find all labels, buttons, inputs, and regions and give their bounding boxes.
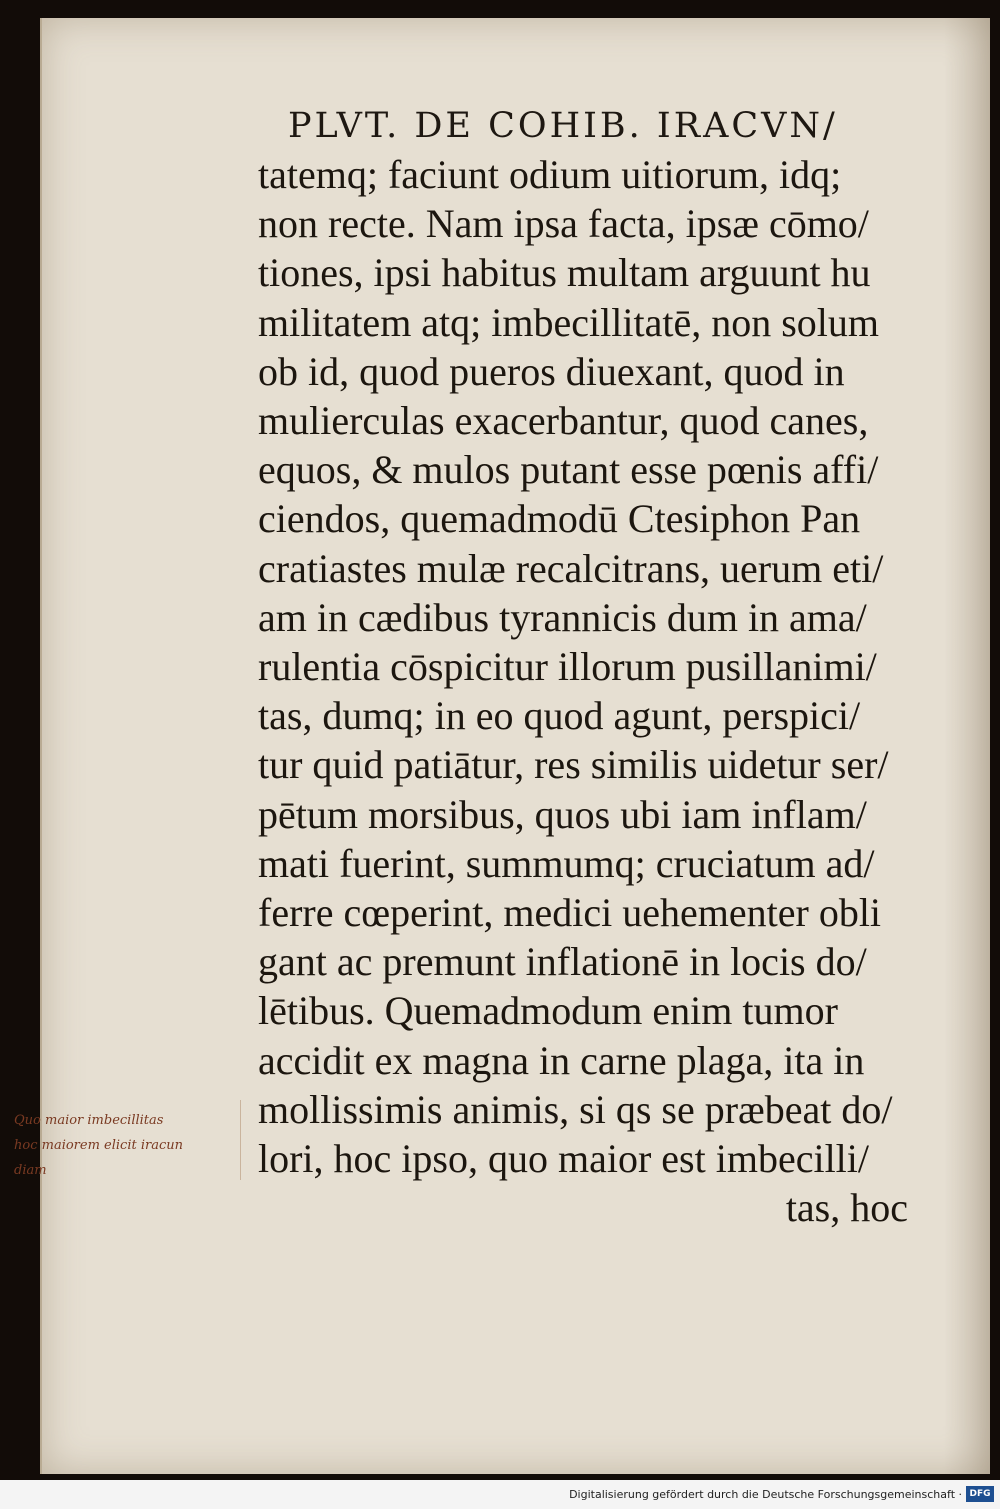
text-line: tiones, ipsi habitus multam arguunt hu: [258, 250, 871, 296]
page-edge-shadow: [944, 18, 990, 1474]
text-line: rulentia cōspicitur illorum pusillanimi/: [258, 644, 877, 690]
text-line-catchword: tas, hoc: [785, 1185, 908, 1231]
footer-credit: Digitalisierung gefördert durch die Deutsche Forschungsgemeinschaft ·: [569, 1488, 962, 1501]
text-line: cratiastes mulæ recalcitrans, uerum eti/: [258, 545, 884, 591]
marginal-note-line: Quo maior imbecillitas: [14, 1113, 164, 1128]
text-line: ob id, quod pueros diuexant, quod in: [258, 348, 845, 394]
text-line: non recte. Nam ipsa facta, ipsæ cōmo/: [258, 201, 869, 247]
dfg-logo: DFG: [966, 1486, 994, 1502]
text-line: militatem atq; imbecillitatē, non solum: [258, 299, 879, 345]
marginal-note-line: diam: [14, 1163, 47, 1178]
text-line: equos, & mulos putant esse pœnis affi/: [258, 447, 879, 493]
text-line: am in cædibus tyrannicis dum in ama/: [258, 594, 867, 640]
marginal-note: [14, 1108, 244, 1183]
text-line: mollissimis animis, si qs se præbeat do/: [258, 1086, 893, 1132]
text-line: tur quid patiātur, res similis uidetur ser/: [258, 742, 889, 788]
text-line: accidit ex magna in carne plaga, ita in: [258, 1037, 865, 1083]
footer-bar: [0, 1480, 1000, 1509]
text-line: ciendos, quemadmodū Ctesiphon Pan: [258, 496, 861, 542]
marginal-note-line: hoc maiorem elicit iracun: [14, 1138, 183, 1153]
text-line: mati fuerint, summumq; cruciatum ad/: [258, 840, 875, 886]
text-line: lētibus. Quemadmodum enim tumor: [258, 988, 838, 1034]
running-head: PLVT. DE COHIB. IRACVN/: [288, 106, 838, 146]
text-line: ferre cœperint, medici uehementer obli: [258, 890, 882, 936]
text-line: gant ac premunt inflationē in locis do/: [258, 939, 867, 985]
main-text-block: [258, 150, 908, 1232]
text-line: tatemq; faciunt odium uitiorum, idq;: [258, 152, 842, 197]
text-line: pētum morsibus, quos ubi iam inflam/: [258, 791, 867, 837]
text-line: tas, dumq; in eo quod agunt, perspici/: [258, 693, 861, 739]
text-line: lori, hoc ipso, quo maior est imbecilli/: [258, 1136, 870, 1182]
text-line: mulierculas exacerbantur, quod canes,: [258, 398, 869, 444]
